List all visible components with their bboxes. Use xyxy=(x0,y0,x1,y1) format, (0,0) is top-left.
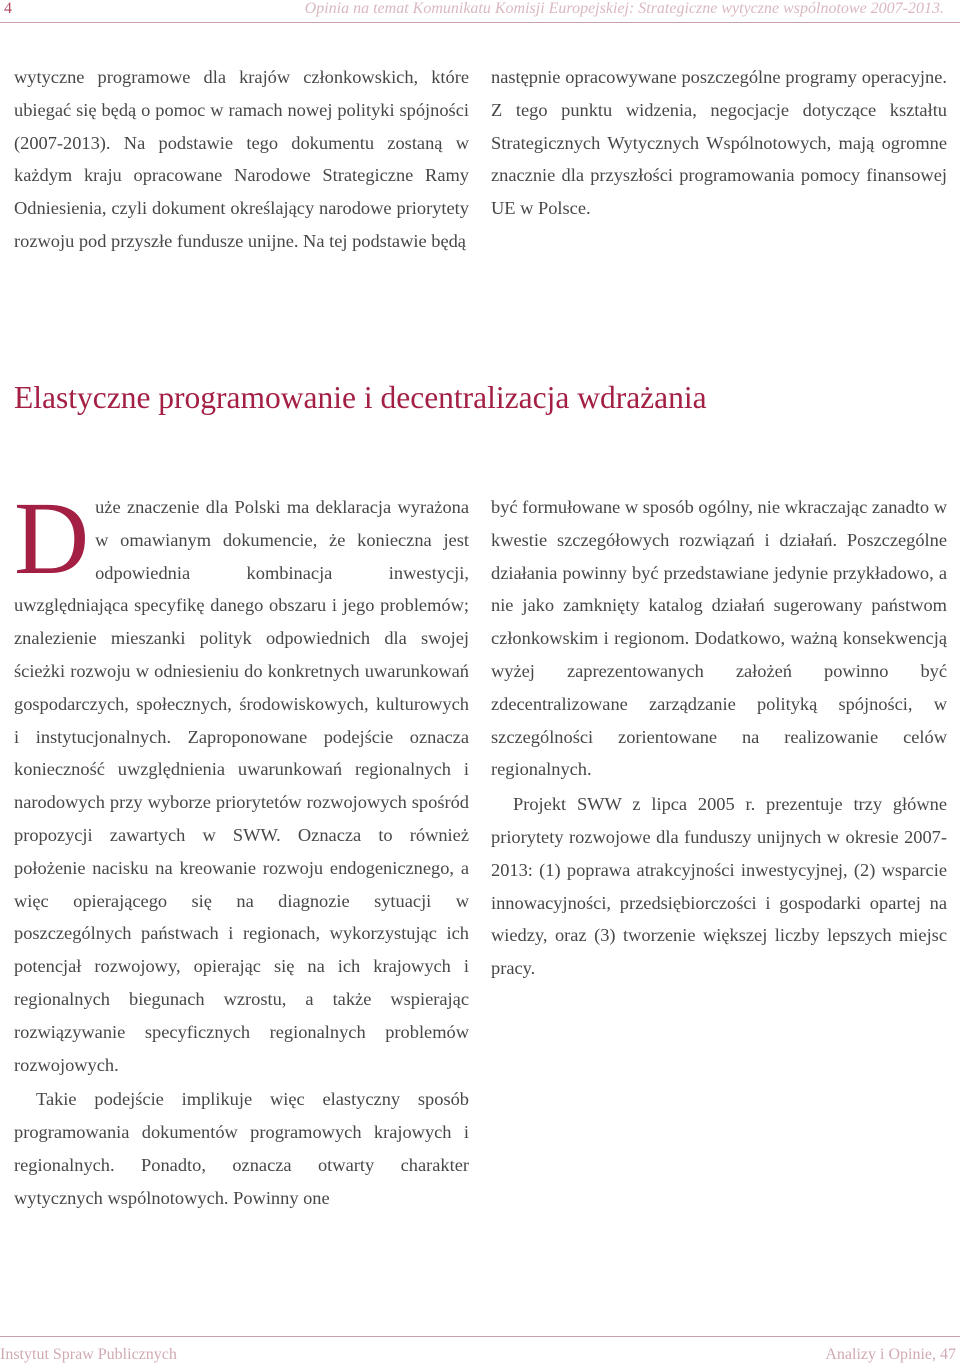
footer-divider xyxy=(0,1336,960,1337)
page-header xyxy=(0,0,960,23)
footer-publisher: Instytut Spraw Publicznych xyxy=(0,1346,177,1363)
right-paragraph-1: być formułowane w sposób ogólny, nie wkraczając zanadto w kwestie szczegółowych rozwiązań i działań. Poszczególne działania powinny być przedstawiane jedynie przykładowo, a nie jako zamknięty katalog działań sugerowany państwom członkowskim i regionom. Dodatkowo, ważną konsekwencją wyżej zaprezentowanych założeń powinno być zdecentralizowane zarządzanie polityką spójności, w szczególności zorientowane na realizowanie celów regionalnych. xyxy=(491,497,947,780)
section-heading: Elastyczne programowanie i decentralizacja wdrażania xyxy=(14,380,707,415)
drop-cap: D xyxy=(14,481,90,596)
bottom-right-column xyxy=(491,491,947,985)
footer-series: Analizy i Opinie, 47 xyxy=(825,1346,956,1363)
bottom-left-column xyxy=(14,481,469,1215)
left-paragraph-1-text: uże znaczenie dla Polski ma deklaracja wyrażona w omawianym dokumencie, że konieczna jest odpowiednia kombinacja inwestycji, uwzględniająca specyfikę danego obszaru i jego problemów; znalezienie mieszanki polityk odpowiednich dla swojej ścieżki rozwoju w odniesieniu do konkretnych uwarunkowań gospodarczych, społecznych, środowiskowych, kulturowych i instytucjonalnych. Zaproponowane podejście oznacza konieczność uwzględnienia uwarunkowań regionalnych i narodowych przy wyborze priorytetów rozwojowych spośród propozycji zawartych w SWW. Oznacza to również położenie nacisku na kreowanie rozwoju endogenicznego, a więc opierającego się na diagnozie sytuacji w poszczególnych państwach i regionach, wykorzystując ich potencjał rozwojowy, opierając się na ich krajowych i regionalnych biegunach wzrostu, a także wspierając rozwiązywanie specyficznych regionalnych problemów rozwojowych. xyxy=(14,497,469,1075)
running-title: Opinia na temat Komunikatu Komisji Europejskiej: Strategiczne wytyczne wspólnotowe 2007-2013. xyxy=(304,0,944,17)
left-paragraph-2: Takie podejście implikuje więc elastyczny sposób programowania dokumentów programowych krajowych i regionalnych. Ponadto, oznacza otwarty charakter wytycznych wspólnotowych. Powinny one xyxy=(14,1089,469,1208)
top-right-column xyxy=(491,61,947,225)
left-paragraph-1 xyxy=(14,481,469,1081)
right-paragraph-2: Projekt SWW z lipca 2005 r. prezentuje trzy główne priorytety rozwojowe dla funduszy unijnych w okresie 2007-2013: (1) poprawa atrakcyjności inwestycyjnej, (2) wsparcie innowacyjności, przedsiębiorczości i gospodarki opartej na wiedzy, oraz (3) tworzenie większej liczby lepszych miejsc pracy. xyxy=(491,794,947,979)
top-right-paragraph: następnie opracowywane poszczególne programy operacyjne. Z tego punktu widzenia, negocjacje dotyczące kształtu Strategicznych Wytycznych Wspólnotowych, mają ogromne znacznie dla przyszłości programowania pomocy finansowej UE w Polsce. xyxy=(491,67,947,219)
top-left-paragraph: wytyczne programowe dla krajów członkowskich, które ubiegać się będą o pomoc w ramach nowej polityki spójności (2007-2013). Na podstawie tego dokumentu zostaną w każdym kraju opracowane Narodowe Strategiczne Ramy Odniesienia, czyli dokument określający narodowe priorytety rozwoju pod przyszłe fundusze unijne. Na tej podstawie będą xyxy=(14,67,469,251)
page-number: 4 xyxy=(4,0,12,17)
top-left-column xyxy=(14,61,469,258)
